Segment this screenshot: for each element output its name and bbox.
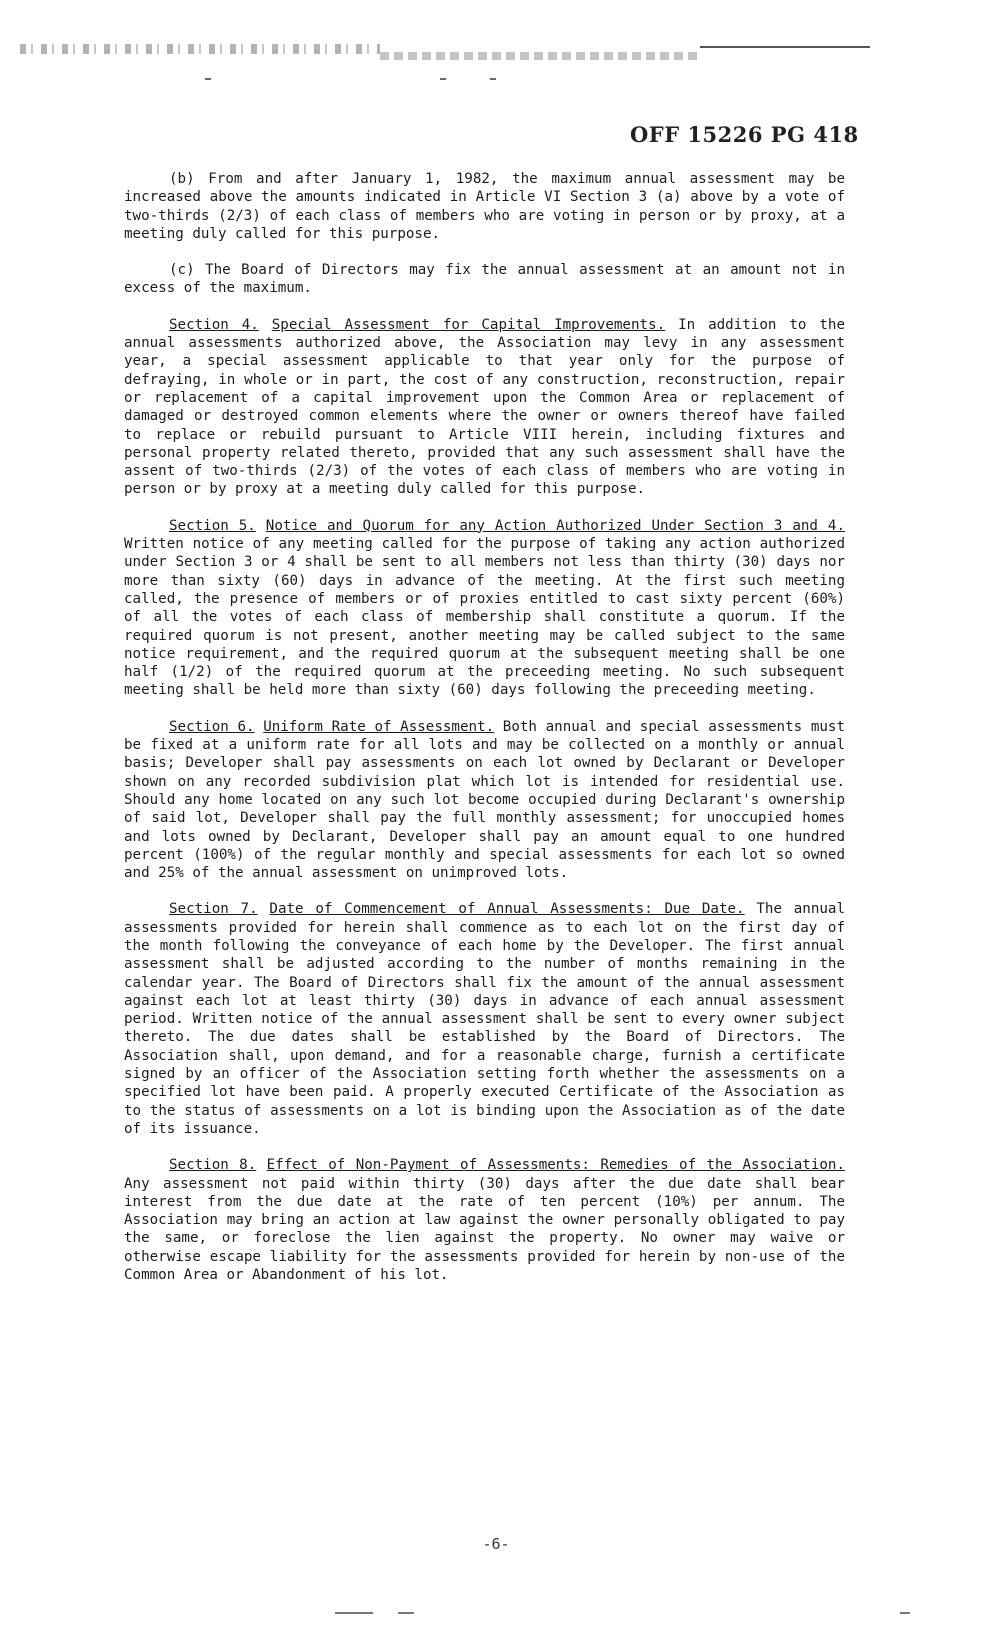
scan-mark bbox=[205, 78, 211, 80]
page-number: -6- bbox=[482, 1535, 510, 1553]
section-heading: Section 7. bbox=[169, 901, 258, 918]
paragraph-text: (c) The Board of Directors may fix the annual assessment at an amount not in excess of the maximum. bbox=[124, 262, 845, 297]
section-title: Special Assessment for Capital Improvements. bbox=[271, 316, 666, 333]
section-title: Notice and Quorum for any Action Authorized Under Section 3 and 4. bbox=[265, 517, 845, 534]
section-text: The annual assessments provided for herein shall commence as to each lot on the first day of the month following the conveyance of each home by the Developer. The first annual assessment shall be adjusted according to the number of months remaining in the calendar year. The Board of Directors shall fix the amount of the annual assessment against each lot at least thirty (30) days in advance of each annual assessment period. Written notice of the annual assessment shall be sent to every owner subject thereto. The due dates shall be established by the Board of Directors. The Association shall, upon demand, and for a reasonable charge, furnish a certificate signed by an officer of the Association setting forth whether the assessments on a specified lot have been paid. A properly executed Certificate of the Association as to the status of assessments on a lot is binding upon the Association as of the date of its issuance. bbox=[124, 901, 846, 1137]
section-4 bbox=[124, 316, 845, 499]
section-text: In addition to the annual assessments authorized above, the Association may levy in any assessment year, a special assessment applicable to that year only for the purpose of defraying, in whole or in part, the cost of any construction, reconstruction, repair or replacement of a capital improvement upon the Common Area or replacement of damaged or destroyed common elements where the owner or owners thereof have failed to replace or rebuild pursuant to Article VIII herein, including fixtures and personal property related thereto, provided that any such assessment shall have the assent of two-thirds (2/3) of the votes of each class of members who are voting in person or by proxy at a meeting duly called for this purpose. bbox=[124, 316, 845, 498]
scan-artifact-top-middle bbox=[380, 52, 700, 60]
paragraph-c bbox=[124, 261, 845, 298]
document-body bbox=[124, 170, 845, 1302]
section-title: Date of Commencement of Annual Assessments: Due Date. bbox=[269, 901, 745, 918]
section-title: Uniform Rate of Assessment. bbox=[263, 718, 495, 735]
section-text: Any assessment not paid within thirty (30) days after the due date shall bear interest from the due date at the rate of ten percent (10%) per annum. The Association may bring an action at law against the owner personally obligated to pay the same, or foreclose the lien against the property. No owner may waive or otherwise escape liability for the assessments provided for herein by non-use of the Common Area or Abandonment of his lot. bbox=[124, 1175, 845, 1284]
paragraph-text: (b) From and after January 1, 1982, the maximum annual assessment may be increased above the amounts indicated in Article VI Section 3 (a) above by a vote of two-thirds (2/3) of each class of members who are voting in person or by proxy, at a meeting duly called for this purpose. bbox=[124, 171, 845, 242]
section-heading: Section 8. bbox=[169, 1157, 257, 1174]
scan-artifact-top-left bbox=[20, 44, 380, 54]
scan-mark-footer bbox=[398, 1612, 414, 1614]
scan-mark bbox=[490, 78, 496, 80]
section-heading: Section 4. bbox=[169, 316, 259, 333]
paragraph-b bbox=[124, 170, 845, 243]
section-7 bbox=[124, 900, 845, 1138]
scan-mark-footer bbox=[335, 1612, 373, 1614]
section-8 bbox=[124, 1156, 845, 1284]
section-text: Both annual and special assessments must be fixed at a uniform rate for all lots and may be collected on a monthly or annual basis; Developer shall pay assessments on each lot owned by Declarant or Developer shown on any recorded subdivision plat which lot is intended for residential use. Should any home located on any such lot become occupied during Declarant's ownership of said lot, Developer shall pay the full monthly assessment; for unoccupied homes and lots owned by Declarant, Developer shall pay an amount equal to one hundred percent (100%) of the regular monthly and special assessments for each lot so owned and 25% of the annual assessment on unimproved lots. bbox=[124, 718, 846, 882]
section-heading: Section 6. bbox=[169, 718, 255, 735]
section-title: Effect of Non-Payment of Assessments: Remedies of the Association. bbox=[266, 1157, 845, 1174]
recording-reference: OFF 15226 PG 418 bbox=[630, 122, 859, 147]
section-5 bbox=[124, 517, 845, 700]
section-heading: Section 5. bbox=[169, 517, 256, 534]
scan-mark-footer bbox=[900, 1612, 910, 1614]
scan-mark bbox=[440, 78, 446, 80]
section-text: Written notice of any meeting called for the purpose of taking any action authorized under Section 3 or 4 shall be sent to all members not less than thirty (30) days nor more than sixty (60) days in advance of the meeting. At the first such meeting called, the presence of members or of proxies entitled to cast sixty percent (60%) of all the votes of each class of membership shall constitute a quorum. If the required quorum is not present, another meeting may be called subject to the same notice requirement, and the required quorum at the subsequent meeting shall be one half (1/2) of the required quorum at the preceeding meeting. No such subsequent meeting shall be held more than sixty (60) days following the preceeding meeting. bbox=[124, 536, 845, 699]
scan-rule-top bbox=[700, 46, 870, 48]
section-6 bbox=[124, 718, 845, 883]
